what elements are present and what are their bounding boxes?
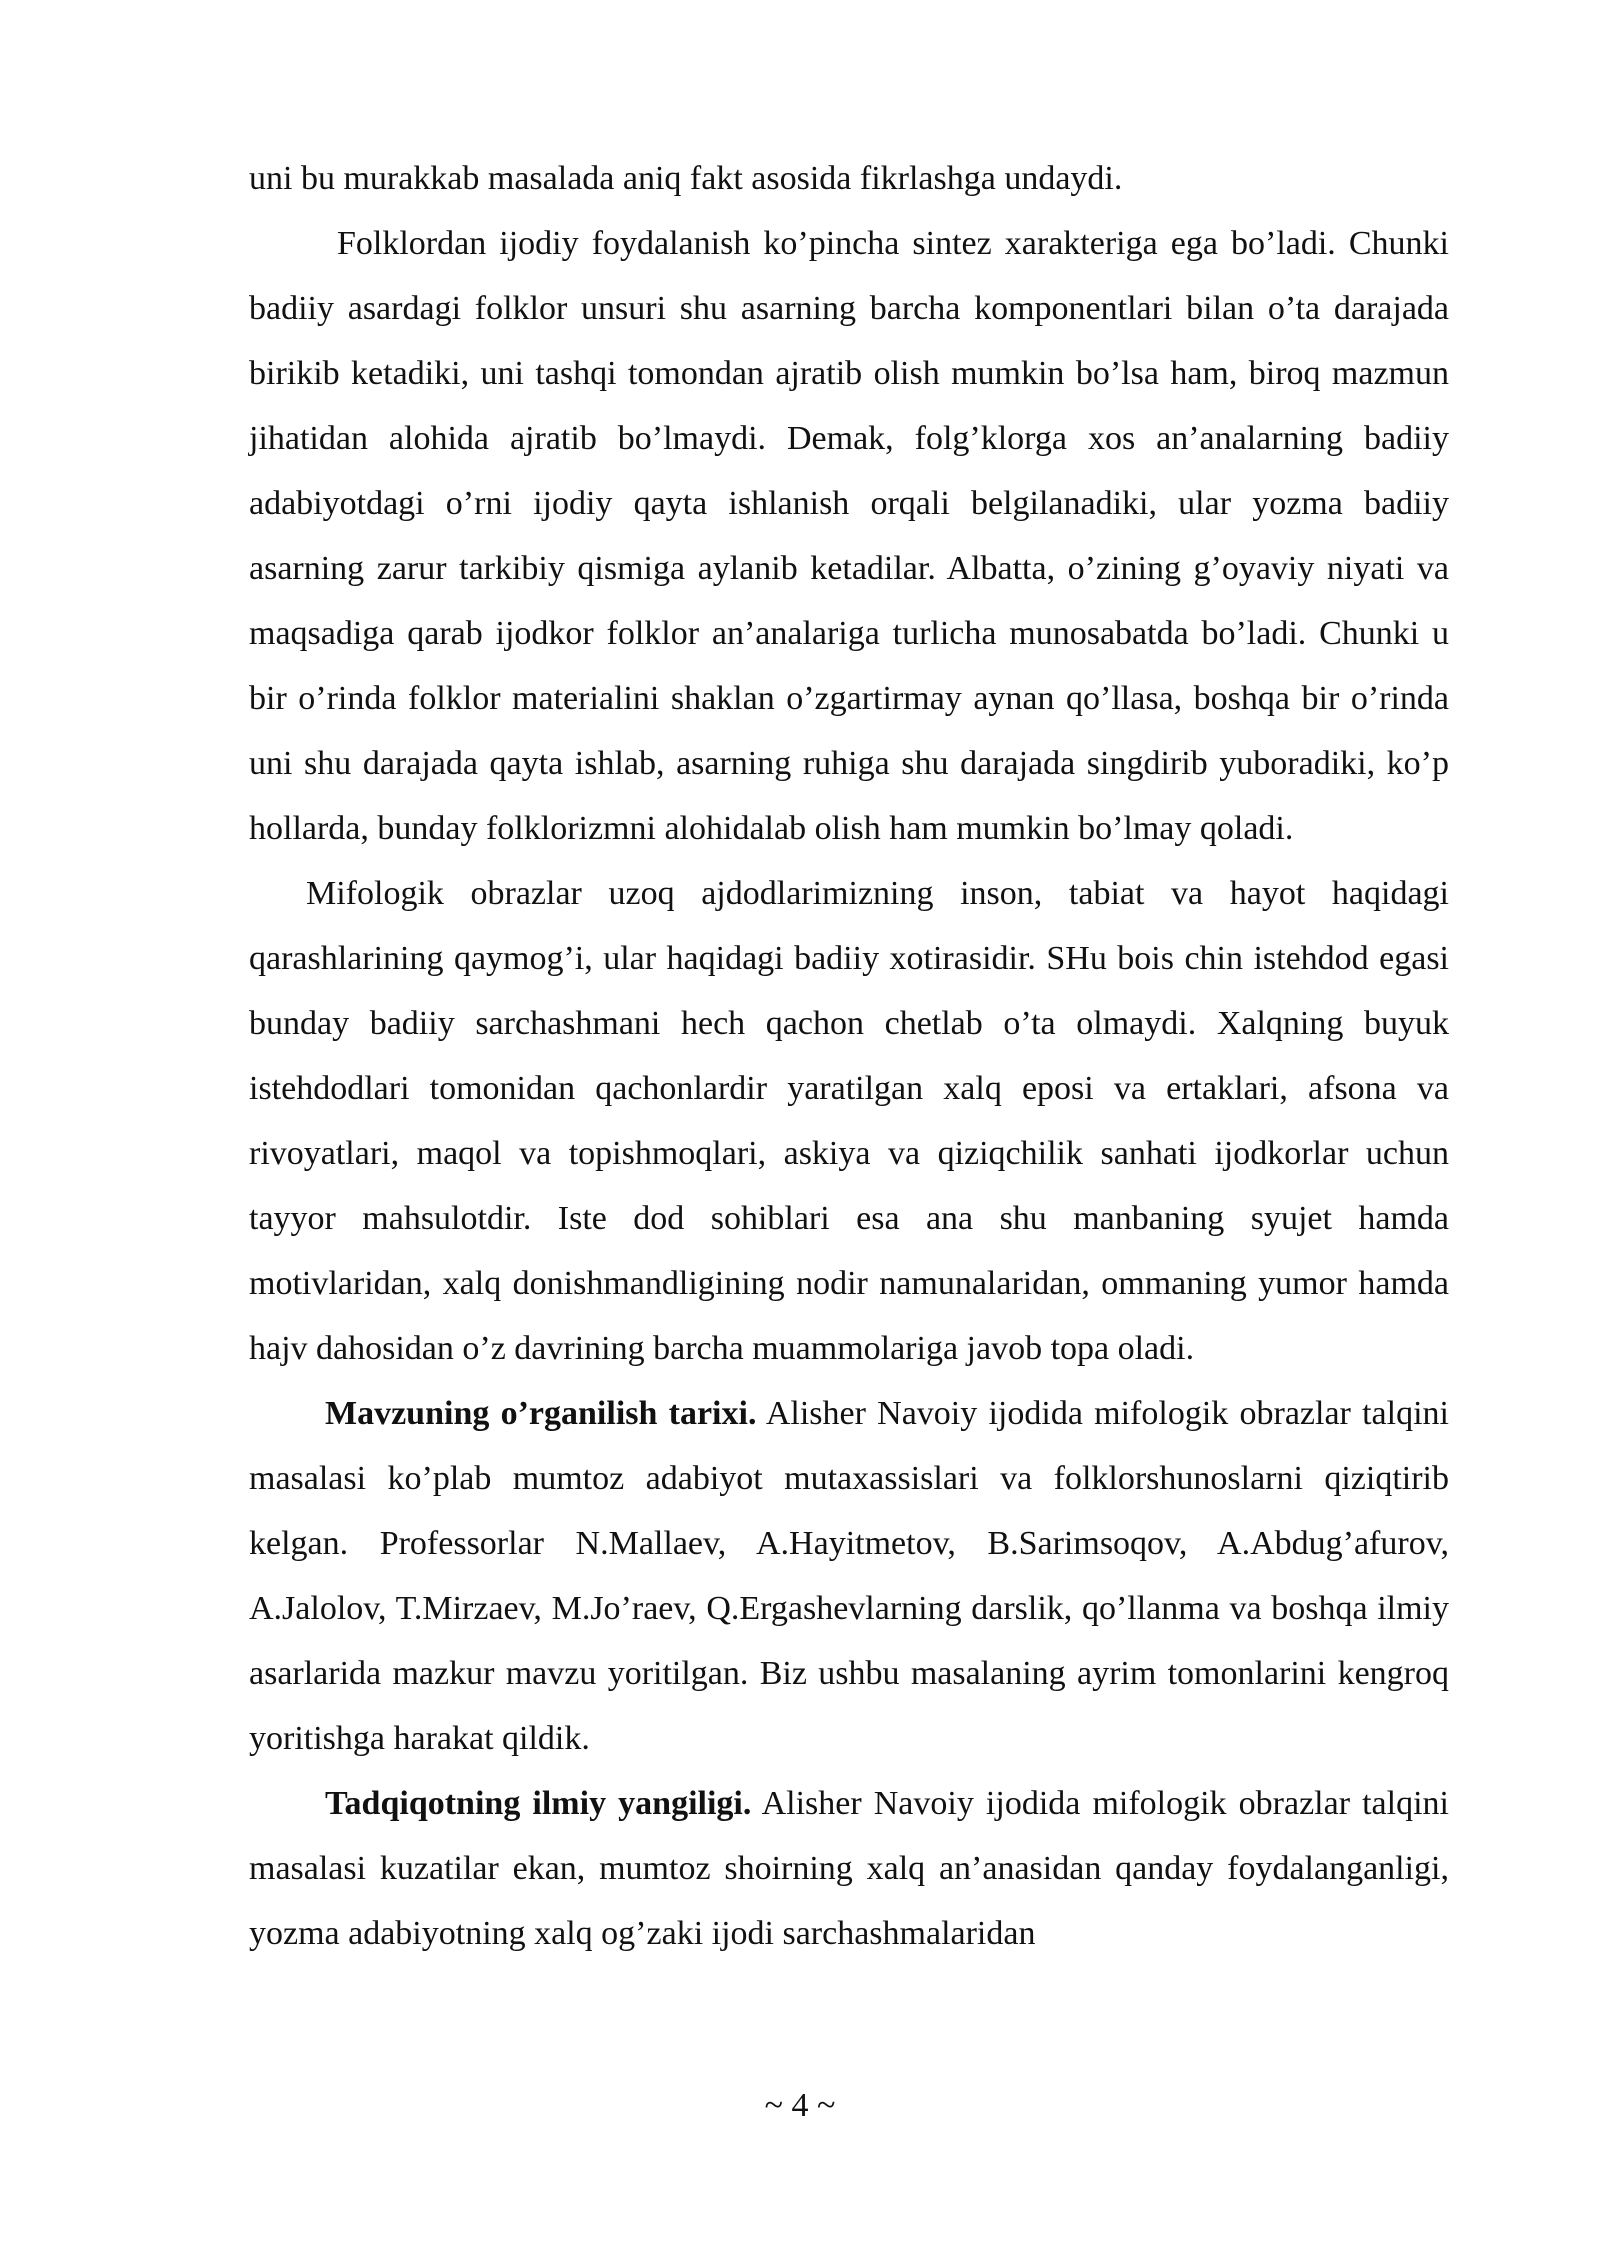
paragraph-text: Mifologik obrazlar uzoq ajdodlarimizning inson, tabiat va hayot haqidagi qarashlarining qaymog’i, ular haqidagi badiiy xotirasidir. SHu bois chin istehdod egasi bunday badiiy sarchashmani hech qachon chetlab o’ta olmaydi. Xalqning buyuk istehdodlari tomonidan qachonlardir yaratilgan xalq eposi va ertaklari, afsona va rivoyatlari, maqol va topishmoqlari, askiya va qiziqchilik sanhati ijodkorlar uchun tayyor mahsulotdir. Iste dod sohiblari esa ana shu manbaning syujet hamda motivlaridan, xalq donishmandligining nodir namunalaridan, ommaning yumor hamda hajv dahosidan o’z davrining barcha muammolariga javob topa oladi. <box>249 875 1449 1367</box>
paragraph-continuation <box>249 146 1449 211</box>
paragraph-scientific-novelty <box>249 1771 1449 1966</box>
paragraph-text: uni bu murakkab masalada aniq fakt asosida fikrlashga undaydi. <box>249 160 1123 197</box>
paragraph-text: Alisher Navoiy ijodida mifologik obrazlar talqini masalasi ko’plab mumtoz adabiyot mutaxassislari va folklorshunoslarni qiziqtirib kelgan. Professorlar N.Mallaev, A.Hayitmetov, B.Sarimsoqov, A.Abdug’afurov, A.Jalolov, T.Mirzaev, M.Jo’raev, Q.Ergashevlarning darslik, qo’llanma va boshqa ilmiy asarlarida mazkur mavzu yoritilgan. Biz ushbu masalaning ayrim tomonlarini kengroq yoritishga harakat qildik. <box>249 1395 1449 1757</box>
paragraph-research-history <box>249 1381 1449 1771</box>
page-number: ~ 4 ~ <box>764 2087 836 2124</box>
paragraph-folklore <box>249 211 1449 861</box>
body-text <box>249 146 1449 1966</box>
section-heading: Tadqiqotning ilmiy yangiligi. <box>325 1785 752 1822</box>
section-heading: Mavzuning o’rganilish tarixi. <box>325 1395 757 1432</box>
paragraph-mythology <box>249 861 1449 1381</box>
paragraph-text: Folklordan ijodiy foydalanish ko’pincha sintez xarakteriga ega bo’ladi. Chunki badiiy asardagi folklor unsuri shu asarning barcha komponentlari bilan o’ta darajada birikib ketadiki, uni tashqi tomondan ajratib olish mumkin bo’lsa ham, biroq mazmun jihatidan alohida ajratib bo’lmaydi. Demak, folg’klorga xos an’analarning badiiy adabiyotdagi o’rni ijodiy qayta ishlanish orqali belgilanadiki, ular yozma badiiy asarning zarur tarkibiy qismiga aylanib ketadilar. Albatta, o’zining g’oyaviy niyati va maqsadiga qarab ijodkor folklor an’analariga turlicha munosabatda bo’ladi. Chunki u bir o’rinda folklor materialini shaklan o’zgartirmay aynan qo’llasa, boshqa bir o’rinda uni shu darajada qayta ishlab, asarning ruhiga shu darajada singdirib yuboradiki, ko’p hollarda, bunday folklorizmni alohidalab olish ham mumkin bo’lmay qoladi. <box>249 225 1449 847</box>
paragraph-text: Alisher Navoiy ijodida mifologik obrazlar talqini masalasi kuzatilar ekan, mumtoz shoirning xalq an’anasidan qanday foydalanganligi, yozma adabiyotning xalq og’zaki ijodi sarchashmalaridan <box>249 1785 1449 1952</box>
